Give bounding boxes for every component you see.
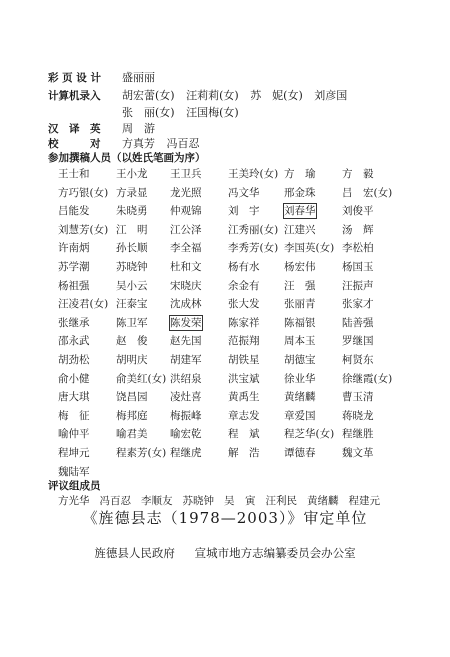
contributor-name: 赵 俊 [116, 335, 148, 348]
contributor-name: 吕 宏(女) [342, 186, 393, 199]
contributor-name: 俞小健 [58, 372, 90, 385]
person-name: 胡宏蕾(女) [122, 89, 175, 102]
contributor-name: 程坤元 [58, 447, 90, 459]
contributors-heading: 参加撰稿人员（以姓氏笔画为序） [48, 152, 206, 164]
contributor-name: 江建兴 [284, 223, 316, 236]
contributor-name: 程素芳(女) [116, 447, 167, 459]
contributor-name: 吴小云 [116, 279, 148, 292]
contributor-name: 程继虎 [170, 447, 202, 459]
contributor-name: 周本玉 [284, 335, 316, 348]
approval-units [0, 545, 450, 561]
contributor-name: 赵先国 [170, 335, 202, 348]
contributor-name: 王士和 [58, 168, 90, 180]
contributor-name: 黄绪麟 [284, 391, 316, 404]
review-members [58, 494, 390, 508]
contributor-name: 徐业华 [284, 372, 316, 385]
review-heading: 评议组成员 [48, 480, 101, 492]
contributor-name: 方 瑜 [284, 168, 316, 180]
contributor-name: 吕能发 [58, 205, 90, 218]
review-member-name: 汪利民 [265, 495, 297, 507]
contributor-name: 杨宏伟 [284, 261, 316, 273]
contributor-name: 许南炳 [58, 242, 90, 255]
contributor-name: 陈卫军 [116, 316, 148, 329]
contributor-name: 蒋晓龙 [342, 409, 374, 422]
contributor-name: 罗继国 [342, 335, 374, 348]
contributor-name: 范振翔 [228, 335, 260, 348]
contributor-name: 解 浩 [228, 447, 260, 459]
contributor-name: 魏陆军 [58, 465, 90, 478]
contributor-name: 喻君美 [116, 428, 148, 441]
contributor-name: 胡劲松 [58, 354, 90, 366]
contributor-name: 饶昌园 [116, 391, 148, 404]
contributor-name: 杨祖强 [58, 279, 90, 292]
contributor-name: 凌灶喜 [170, 391, 202, 404]
contributor-name: 杜和文 [170, 261, 202, 273]
contributor-name: 王卫兵 [170, 168, 202, 180]
contributor-name: 张家才 [342, 298, 374, 311]
contributor-name: 汪凌君(女) [58, 298, 109, 311]
contributor-name: 程继胜 [342, 428, 374, 441]
role-names [122, 122, 163, 136]
contributor-name: 曹玉清 [342, 391, 374, 404]
contributor-name: 汪 强 [284, 279, 316, 292]
contributor-name: 方 毅 [342, 168, 374, 180]
contributor-name: 邢金珠 [284, 186, 316, 199]
person-name: 盛丽丽 [122, 71, 155, 84]
contributor-name: 方巧银(女) [58, 186, 109, 199]
contributor-name: 喻宏乾 [170, 428, 202, 441]
contributor-name: 陆善强 [342, 316, 374, 329]
contributor-name: 谭德春 [284, 447, 316, 459]
person-name: 冯百忍 [166, 137, 200, 150]
person-name: 汪国梅(女) [186, 106, 239, 119]
review-member-name: 冯百忍 [99, 495, 131, 507]
person-name: 方真芳 [122, 137, 155, 150]
contributor-name: 江公泽 [170, 223, 202, 236]
contributor-name: 梅振峰 [170, 409, 202, 422]
contributor-name: 章爱国 [284, 409, 316, 422]
review-member-name: 吴 寅 [224, 495, 256, 507]
contributor-name: 孙长顺 [116, 242, 148, 255]
contributor-name: 张丽青 [284, 298, 316, 311]
contributor-name: 苏学潮 [58, 261, 90, 273]
contributor-name: 刘俊平 [342, 205, 374, 218]
contributor-name: 宋晓庆 [170, 279, 202, 292]
contributor-name: 汪振声 [342, 279, 374, 292]
contributor-name: 李松柏 [342, 242, 374, 255]
contributor-name: 胡建军 [170, 354, 202, 366]
contributor-name: 喻仲平 [58, 428, 90, 441]
contributor-name: 柯贤东 [342, 354, 374, 366]
contributor-name: 梅邦庭 [116, 409, 148, 422]
contributor-name: 陈家祥 [228, 316, 260, 329]
role-label: 校 对 [48, 138, 101, 150]
person-name: 刘彦国 [314, 89, 348, 102]
contributor-name: 冯文华 [228, 186, 260, 199]
review-member-name: 程建元 [348, 495, 380, 507]
contributor-name: 唐大琪 [58, 391, 90, 404]
contributor-name: 洪绍泉 [170, 372, 202, 385]
contributor-name: 胡明庆 [116, 354, 148, 366]
contributor-name: 汤 辉 [342, 223, 374, 236]
contributor-name: 陈发荣 [170, 316, 202, 329]
contributor-name: 李全福 [170, 242, 202, 255]
contributor-name: 俞美红(女) [116, 372, 167, 385]
person-name: 张 丽(女) [122, 106, 175, 119]
contributor-name: 刘 宇 [228, 205, 260, 218]
review-member-name: 黄绪麟 [307, 495, 339, 507]
approval-unit: 旌德县人民政府 [94, 546, 175, 560]
contributor-name: 杨有水 [228, 261, 260, 273]
contributor-name: 龙光照 [170, 186, 202, 199]
contributor-name: 刘春华 [284, 205, 316, 218]
contributor-name: 黄禹生 [228, 391, 260, 404]
contributor-name: 仲观锦 [170, 205, 202, 218]
contributor-name: 杨国玉 [342, 261, 374, 273]
role-label: 彩 页 设 计 [48, 72, 101, 84]
contributor-name: 朱晓勇 [116, 205, 148, 218]
contributor-name: 沈成林 [170, 298, 202, 311]
role-names [122, 89, 355, 103]
contributor-name: 徐继霞(女) [342, 372, 393, 385]
contributor-name: 张继承 [58, 316, 90, 329]
contributor-name: 张大发 [228, 298, 260, 311]
review-member-name: 苏晓钟 [182, 495, 214, 507]
contributor-name: 王美玲(女) [228, 168, 279, 180]
role-names [122, 106, 247, 120]
contributor-name: 胡铁星 [228, 354, 260, 366]
approval-unit: 宣城市地方志编纂委员会办公室 [194, 546, 356, 560]
contributor-name: 汪泰宝 [116, 298, 148, 311]
contributor-name: 洪宝斌 [228, 372, 260, 385]
contributor-name: 胡德宝 [284, 354, 316, 366]
contributor-name: 苏晓钟 [116, 261, 148, 273]
contributor-name: 程 斌 [228, 428, 260, 441]
contributor-name: 程芝华(女) [284, 428, 335, 441]
contributor-name: 刘慧芳(女) [58, 223, 109, 236]
contributor-name: 邵永武 [58, 335, 90, 348]
role-names [122, 71, 163, 85]
review-member-name: 方光华 [58, 495, 90, 507]
review-member-name: 李顺友 [141, 495, 173, 507]
person-name: 汪莉莉(女) [186, 89, 239, 102]
contributor-name: 陈福银 [284, 316, 316, 329]
contributor-name: 梅 征 [58, 409, 90, 422]
approval-title: 《旌德县志（1978—2003）》审定单位 [82, 509, 368, 527]
role-label: 计算机录入 [48, 90, 101, 102]
person-name: 苏 妮(女) [250, 89, 303, 102]
contributor-name: 江 明 [116, 223, 148, 236]
contributor-name: 方录显 [116, 186, 148, 199]
contributor-name: 李国英(女) [284, 242, 335, 255]
contributor-name: 王小龙 [116, 168, 148, 180]
role-label: 汉 译 英 [48, 123, 101, 135]
contributor-name: 魏文革 [342, 447, 374, 459]
contributor-name: 余金有 [228, 279, 260, 292]
person-name: 周 游 [122, 122, 155, 135]
contributor-name: 李秀芳(女) [228, 242, 279, 255]
contributor-name: 章志发 [228, 409, 260, 422]
contributor-name: 江秀丽(女) [228, 223, 279, 236]
role-names [122, 137, 208, 151]
